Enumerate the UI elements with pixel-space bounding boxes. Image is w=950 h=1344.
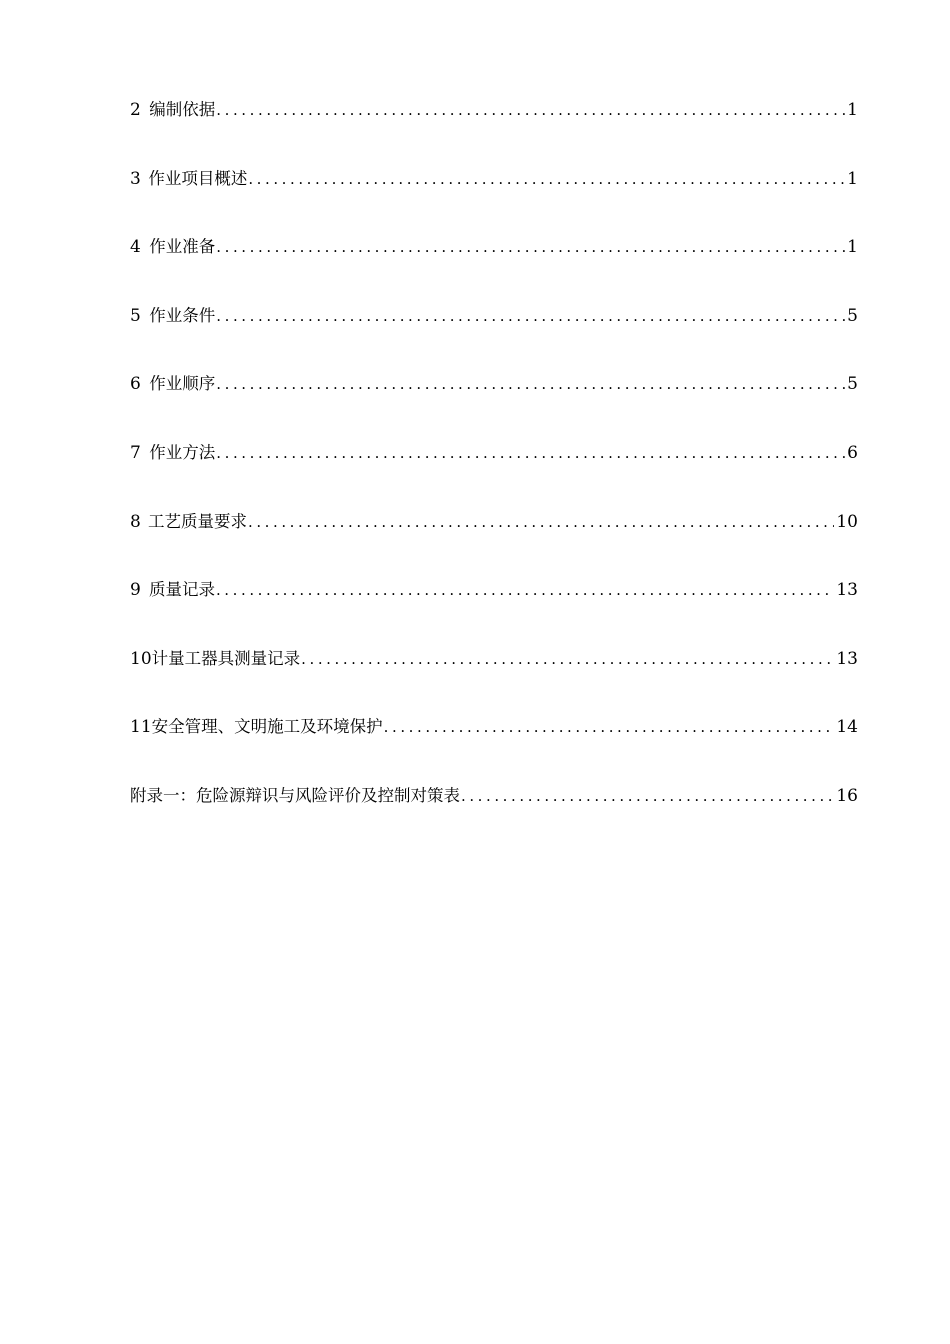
toc-entry-4[interactable] <box>130 233 858 302</box>
toc-entry-11[interactable] <box>130 713 858 782</box>
toc-title: 工艺质量要求 <box>147 511 247 531</box>
toc-entry-6[interactable] <box>130 370 858 439</box>
dot-leader <box>216 439 845 467</box>
toc-page-number: 1 <box>847 237 858 258</box>
toc-title: 计量工器具测量记录 <box>151 648 301 668</box>
toc-page-number: 5 <box>847 305 858 326</box>
toc-number: 10 <box>130 648 152 669</box>
dot-leader <box>216 576 834 604</box>
toc-page-number: 5 <box>847 374 858 395</box>
toc-page-number: 16 <box>836 785 858 806</box>
toc-title: 安全管理、文明施工及环境保护 <box>151 717 383 737</box>
toc-entry-10[interactable] <box>130 645 858 714</box>
dot-leader <box>461 782 834 810</box>
toc-page-number: 10 <box>836 511 858 532</box>
toc-title: 附录一：危险源辩识与风险评价及控制对策表 <box>130 785 460 805</box>
toc-page-number: 14 <box>836 717 858 738</box>
toc-title: 作业方法 <box>149 442 216 462</box>
dot-leader <box>384 713 835 741</box>
toc-page-number: 1 <box>847 100 858 120</box>
toc-entry-5[interactable] <box>130 302 858 371</box>
toc-title: 作业条件 <box>149 305 216 325</box>
toc-title: 作业准备 <box>149 237 216 257</box>
toc-number: 7 <box>130 442 141 463</box>
toc-number: 2 <box>130 100 141 120</box>
dot-leader <box>248 508 834 536</box>
toc-number: 11 <box>130 717 152 738</box>
toc-entry-appendix-1[interactable] <box>130 782 858 851</box>
toc-title: 编制依据 <box>149 100 216 119</box>
dot-leader <box>216 96 845 124</box>
toc-title: 作业顺序 <box>149 374 216 394</box>
dot-leader <box>301 645 834 673</box>
dot-leader <box>248 165 845 193</box>
toc-page-number: 1 <box>847 168 858 189</box>
toc-entry-7[interactable] <box>130 439 858 508</box>
toc-number: 9 <box>130 580 141 601</box>
toc-entry-2[interactable] <box>130 96 858 165</box>
toc-title: 作业项目概述 <box>148 168 248 188</box>
toc-entry-8[interactable] <box>130 508 858 577</box>
toc-page-number: 13 <box>836 580 858 601</box>
toc-entry-9[interactable] <box>130 576 858 645</box>
toc-number: 3 <box>130 168 141 189</box>
toc-page-number: 6 <box>847 442 858 463</box>
toc-title: 质量记录 <box>148 580 215 600</box>
dot-leader <box>216 302 845 330</box>
toc-number: 5 <box>130 305 141 326</box>
toc-number: 8 <box>130 511 141 532</box>
toc-entry-3[interactable] <box>130 165 858 234</box>
dot-leader <box>216 233 845 261</box>
table-of-contents <box>130 96 858 851</box>
toc-number: 6 <box>130 374 141 395</box>
toc-number: 4 <box>130 237 141 258</box>
dot-leader <box>216 370 845 398</box>
toc-page-number: 13 <box>836 648 858 669</box>
